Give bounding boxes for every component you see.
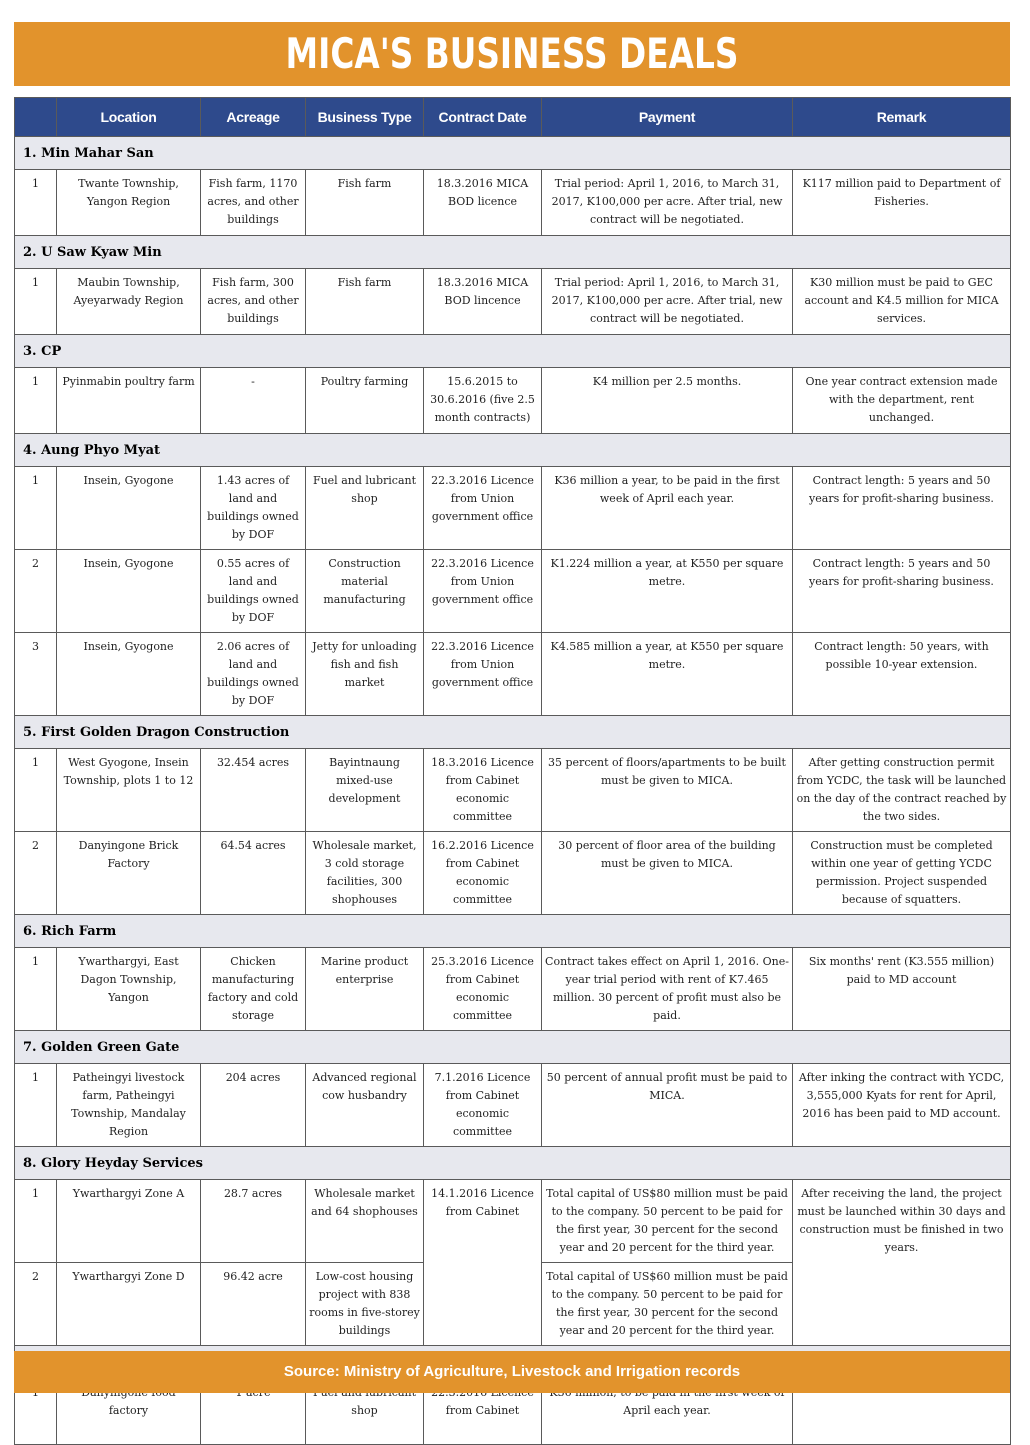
cell-remark: After receiving the land, the project must be launched within 30 days and construction must be finished in two years. <box>793 1180 1011 1346</box>
title-banner <box>14 22 1010 86</box>
group-name: 4. Aung Phyo Myat <box>15 434 1011 467</box>
cell-business-type: Wholesale market, 3 cold storage facilities, 300 shophouses <box>306 832 424 915</box>
cell-business-type: Wholesale market and 64 shophouses <box>306 1180 424 1263</box>
cell-payment: Total capital of US$80 million must be paid to the company. 50 percent to be paid for the first year, 30 percent for the second year and 20 percent for the third year. <box>542 1180 793 1263</box>
group-name: 8. Glory Heyday Services <box>15 1147 1011 1180</box>
cell-location: Ywarthargyi, East Dagon Township, Yangon <box>57 948 201 1031</box>
cell-contract-date: 22.3.2016 Licence from Union government office <box>424 467 542 550</box>
cell-location: Insein, Gyogone <box>57 633 201 716</box>
cell-remark: After inking the contract with YCDC, 3,555,000 Kyats for rent for April, 2016 has been paid to MD account. <box>793 1064 1011 1147</box>
header-payment: Payment <box>542 98 793 137</box>
cell-contract-date: 18.3.2016 MICA BOD lincence <box>424 269 542 335</box>
group-name: 6. Rich Farm <box>15 915 1011 948</box>
cell-acreage: 28.7 acres <box>201 1180 306 1263</box>
cell-payment: 35 percent of floors/apartments to be built must be given to MICA. <box>542 749 793 832</box>
page-title: MICA'S BUSINESS DEALS <box>285 29 739 78</box>
cell-business-type: Jetty for unloading fish and fish market <box>306 633 424 716</box>
cell-payment: Trial period: April 1, 2016, to March 31, 2017, K100,000 per acre. After trial, new contract will be negotiated. <box>542 269 793 335</box>
cell-business-type: Poultry farming <box>306 368 424 434</box>
cell-remark: K30 million must be paid to GEC account and K4.5 million for MICA services. <box>793 269 1011 335</box>
cell-remark: Contract length: 5 years and 50 years for profit-sharing business. <box>793 550 1011 633</box>
cell-acreage: 204 acres <box>201 1064 306 1147</box>
table-row <box>15 550 1011 633</box>
cell-business-type: Advanced regional cow husbandry <box>306 1064 424 1147</box>
group-name: 5. First Golden Dragon Construction <box>15 716 1011 749</box>
table-row <box>15 269 1011 335</box>
cell-contract-date: 15.6.2015 to 30.6.2016 (five 2.5 month contracts) <box>424 368 542 434</box>
cell-remark: Construction must be completed within one year of getting YCDC permission. Project suspended because of squatters. <box>793 832 1011 915</box>
row-number: 1 <box>15 1180 57 1263</box>
group-row <box>15 236 1011 269</box>
cell-remark: One year contract extension made with the department, rent unchanged. <box>793 368 1011 434</box>
cell-acreage: 1.43 acres of land and buildings owned by DOF <box>201 467 306 550</box>
table-row <box>15 633 1011 716</box>
cell-acreage: - <box>201 368 306 434</box>
cell-acreage: 2.06 acres of land and buildings owned by DOF <box>201 633 306 716</box>
cell-payment: K1.224 million a year, at K550 per square metre. <box>542 550 793 633</box>
row-number: 1 <box>15 269 57 335</box>
cell-location: Ywarthargyi Zone A <box>57 1180 201 1263</box>
cell-acreage: 96.42 acre <box>201 1263 306 1346</box>
row-number: 1 <box>15 170 57 236</box>
cell-location: Twante Township, Yangon Region <box>57 170 201 236</box>
cell-business-type: Fish farm <box>306 170 424 236</box>
group-row <box>15 716 1011 749</box>
row-number: 1 <box>15 368 57 434</box>
cell-contract-date: 14.1.2016 Licence from Cabinet <box>424 1180 542 1346</box>
group-name: 1. Min Mahar San <box>15 137 1011 170</box>
cell-acreage: 0.55 acres of land and buildings owned by DOF <box>201 550 306 633</box>
header-acreage: Acreage <box>201 98 306 137</box>
cell-contract-date: 25.3.2016 Licence from Cabinet economic committee <box>424 948 542 1031</box>
row-number: 2 <box>15 1263 57 1346</box>
cell-acreage: Fish farm, 300 acres, and other buildings <box>201 269 306 335</box>
cell-payment: K4 million per 2.5 months. <box>542 368 793 434</box>
cell-payment: 30 percent of floor area of the building must be given to MICA. <box>542 832 793 915</box>
cell-business-type: shop <box>306 1379 424 1445</box>
header-location: Location <box>57 98 201 137</box>
cell-contract-date: 22.3.2016 Licence from Union government office <box>424 633 542 716</box>
group-name: 2. U Saw Kyaw Min <box>15 236 1011 269</box>
row-number: 3 <box>15 633 57 716</box>
cell-business-type: Bayintnaung mixed-use development <box>306 749 424 832</box>
cell-contract-date: 16.2.2016 Licence from Cabinet economic committee <box>424 832 542 915</box>
header-remark: Remark <box>793 98 1011 137</box>
source-banner <box>14 1351 1010 1393</box>
cell-acreage: 64.54 acres <box>201 832 306 915</box>
cell-payment: K4.585 million a year, at K550 per square metre. <box>542 633 793 716</box>
cell-payment: Contract takes effect on April 1, 2016. One-year trial period with rent of K7.465 million. 30 percent of profit must also be paid. <box>542 948 793 1031</box>
cell-location: Maubin Township, Ayeyarwady Region <box>57 269 201 335</box>
group-name: 3. CP <box>15 335 1011 368</box>
cell-contract-date: 22.3.2016 Licence from Union government office <box>424 550 542 633</box>
header-no <box>15 98 57 137</box>
row-number: 1 <box>15 1064 57 1147</box>
group-name: 7. Golden Green Gate <box>15 1031 1011 1064</box>
cell-business-type: Marine product enterprise <box>306 948 424 1031</box>
row-number: 2 <box>15 550 57 633</box>
cell-business-type: Construction material manufacturing <box>306 550 424 633</box>
row-number: 1 <box>15 948 57 1031</box>
group-row <box>15 434 1011 467</box>
cell-acreage: 32.454 acres <box>201 749 306 832</box>
row-number: 1 <box>15 749 57 832</box>
cell-business-type: Fish farm <box>306 269 424 335</box>
table-row <box>15 368 1011 434</box>
table-row <box>15 749 1011 832</box>
group-row <box>15 137 1011 170</box>
cell-location: Pyinmabin poultry farm <box>57 368 201 434</box>
source-note: Source: Ministry of Agriculture, Livestock and Irrigation records <box>283 1363 741 1380</box>
cell-remark: Six months' rent (K3.555 million) paid to MD account <box>793 948 1011 1031</box>
cell-location: Patheingyi livestock farm, Patheingyi Township, Mandalay Region <box>57 1064 201 1147</box>
group-row <box>15 335 1011 368</box>
cell-location: Insein, Gyogone <box>57 550 201 633</box>
cell-location: West Gyogone, Insein Township, plots 1 to 12 <box>57 749 201 832</box>
cell-acreage: Fish farm, 1170 acres, and other buildings <box>201 170 306 236</box>
row-number: 2 <box>15 832 57 915</box>
table-row <box>15 1064 1011 1147</box>
cell-location: Insein, Gyogone <box>57 467 201 550</box>
header-contract-date: Contract Date <box>424 98 542 137</box>
cell-location: Danyingone Brick Factory <box>57 832 201 915</box>
cell-remark: Contract length: 5 years and 50 years for profit-sharing business. <box>793 467 1011 550</box>
table-row <box>15 170 1011 236</box>
cell-payment: April each year. <box>542 1379 793 1445</box>
header-row <box>15 98 1011 137</box>
cell-payment: Total capital of US$60 million must be paid to the company. 50 percent to be paid for the first year, 30 percent for the second year and 20 percent for the third year. <box>542 1263 793 1346</box>
cell-business-type: Low-cost housing project with 838 rooms in five-storey buildings <box>306 1263 424 1346</box>
row-number: 1 <box>15 467 57 550</box>
group-row <box>15 1031 1011 1064</box>
cell-contract-date: 7.1.2016 Licence from Cabinet economic committee <box>424 1064 542 1147</box>
cell-location: Ywarthargyi Zone D <box>57 1263 201 1346</box>
cell-business-type: Fuel and lubricant shop <box>306 467 424 550</box>
group-row <box>15 915 1011 948</box>
cell-payment: K36 million a year, to be paid in the first week of April each year. <box>542 467 793 550</box>
table-row <box>15 1180 1011 1263</box>
header-business-type: Business Type <box>306 98 424 137</box>
cell-contract-date: from Cabinet <box>424 1379 542 1445</box>
table-row <box>15 467 1011 550</box>
cell-remark: Contract length: 50 years, with possible 10-year extension. <box>793 633 1011 716</box>
cell-acreage: Chicken manufacturing factory and cold storage <box>201 948 306 1031</box>
cell-contract-date: 18.3.2016 Licence from Cabinet economic committee <box>424 749 542 832</box>
cell-location: factory <box>57 1379 201 1445</box>
cell-remark: After getting construction permit from YCDC, the task will be launched on the day of the contract reached by the two sides. <box>793 749 1011 832</box>
cell-payment: Trial period: April 1, 2016, to March 31, 2017, K100,000 per acre. After trial, new contract will be negotiated. <box>542 170 793 236</box>
table-row <box>15 832 1011 915</box>
table-row <box>15 948 1011 1031</box>
cell-contract-date: 18.3.2016 MICA BOD licence <box>424 170 542 236</box>
cell-remark: K117 million paid to Department of Fisheries. <box>793 170 1011 236</box>
cell-payment: 50 percent of annual profit must be paid to MICA. <box>542 1064 793 1147</box>
deals-table <box>14 97 1011 1445</box>
group-row <box>15 1147 1011 1180</box>
